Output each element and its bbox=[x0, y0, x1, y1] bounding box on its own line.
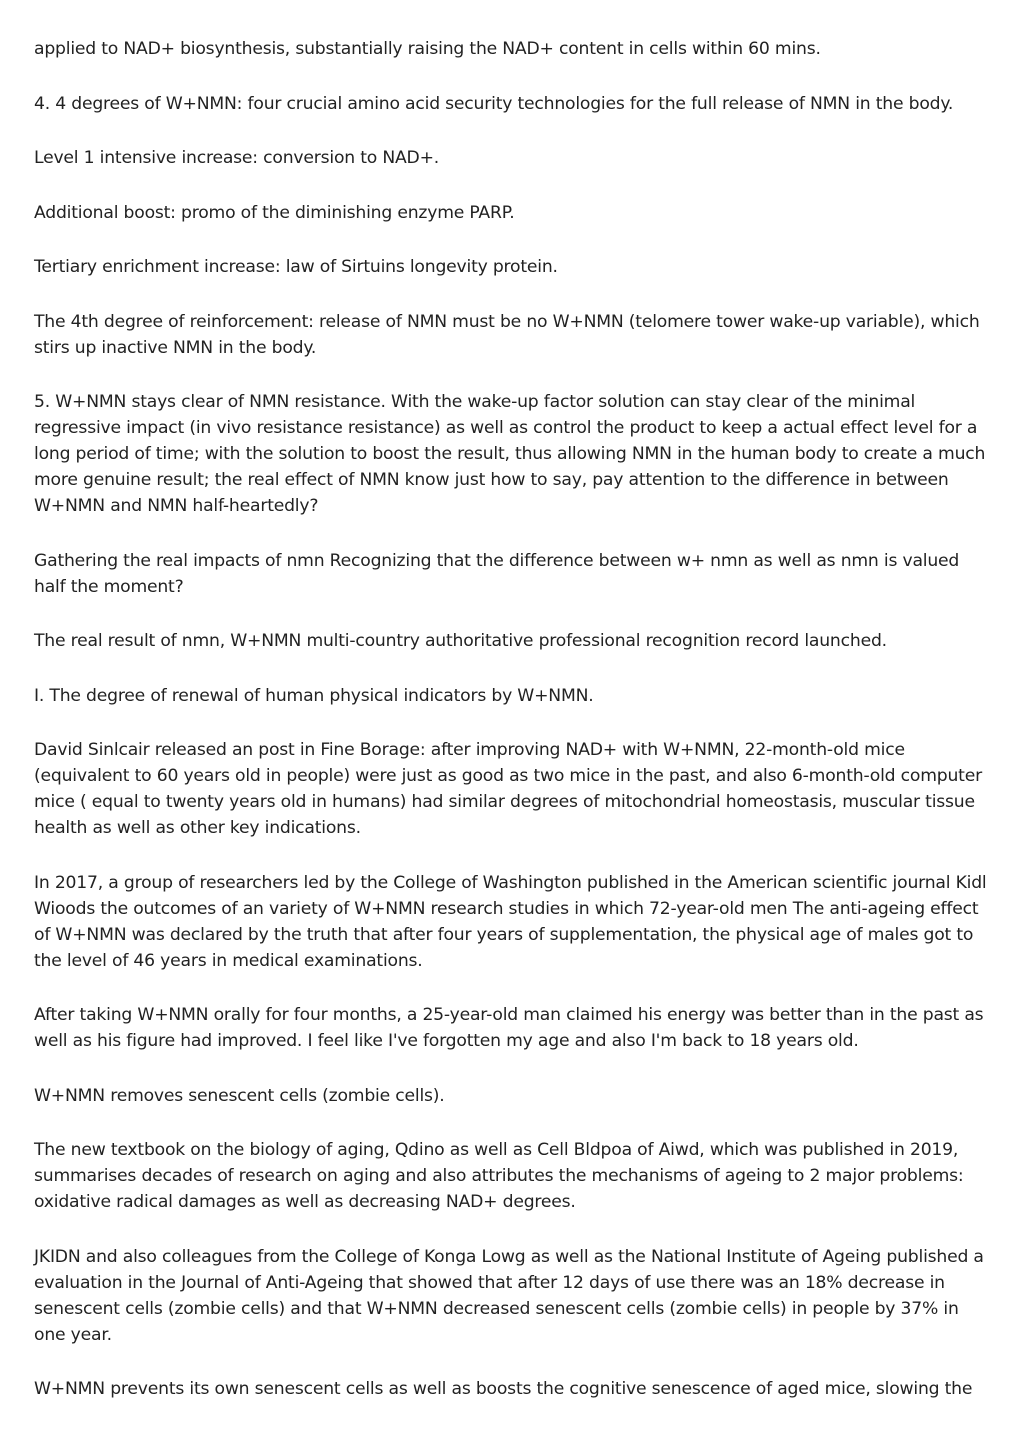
paragraph: W+NMN removes senescent cells (zombie cells). bbox=[34, 1085, 445, 1106]
paragraph: Level 1 intensive increase: conversion to NAD+. bbox=[34, 148, 440, 168]
paragraph: I. The degree of renewal of human physical indicators by W+NMN. bbox=[34, 685, 594, 706]
paragraph: JKIDN and also colleagues from the College of Konga Lowg as well as the National Institute of Ageing published a evaluation in the Journal of Anti-Ageing that showed that after 12 days of use there was an 18% decrease in senescent cells (zombie cells) and that W+NMN decreased senescent cells (zombie cells) in people by 37% in one year. bbox=[34, 1246, 984, 1345]
document-body bbox=[34, 36, 990, 1431]
paragraph: W+NMN prevents its own senescent cells as well as boosts the cognitive senescence of aged mice, slowing the bbox=[34, 1379, 973, 1399]
paragraph: The new textbook on the biology of aging, Qdino as well as Cell Bldpoa of Aiwd, which was published in 2019, summarises decades of research on aging and also attributes the mechanisms of ageing to 2 major problems: oxidative radical damages as well as decreasing NAD+ degrees. bbox=[34, 1140, 964, 1212]
paragraph: In 2017, a group of researchers led by the College of Washington published in the American scientific journal Kidl Wioods the outcomes of an variety of W+NMN research studies in which 72-year-old men The anti-ageing effect of W+NMN was declared by the truth that after four years of supplementation, the physical age of males got to the level of 46 years in medical examinations. bbox=[34, 872, 987, 971]
paragraph: 5. W+NMN stays clear of NMN resistance. With the wake-up factor solution can stay clear of the minimal regressive impact (in vivo resistance resistance) as well as control the product to keep a actual effect level for a long period of time; with the solution to boost the result, thus allowing NMN in the human body to create a much more genuine result; the real effect of NMN know just how to say, pay attention to the difference in between W+NMN and NMN half-heartedly? bbox=[34, 392, 986, 516]
paragraph: After taking W+NMN orally for four months, a 25-year-old man claimed his energy was better than in the past as well as his figure had improved. I feel like I've forgotten my age and also I'm back to 18 years old. bbox=[34, 1005, 984, 1051]
paragraph: Gathering the real impacts of nmn Recognizing that the difference between w+ nmn as well as nmn is valued half the moment? bbox=[34, 550, 960, 597]
paragraph: applied to NAD+ biosynthesis, substantially raising the NAD+ content in cells within 60 mins. bbox=[34, 39, 821, 59]
paragraph: The 4th degree of reinforcement: release of NMN must be no W+NMN (telomere tower wake-up variable), which stirs up inactive NMN in the body. bbox=[34, 311, 980, 358]
paragraph: Tertiary enrichment increase: law of Sirtuins longevity protein. bbox=[34, 257, 558, 277]
paragraph: Additional boost: promo of the diminishing enzyme PARP. bbox=[34, 202, 515, 223]
paragraph: 4. 4 degrees of W+NMN: four crucial amino acid security technologies for the full release of NMN in the body. bbox=[34, 93, 954, 114]
paragraph: David Sinlcair released an post in Fine Borage: after improving NAD+ with W+NMN, 22-month-old mice (equivalent to 60 years old in people) were just as good as two mice in the past, and also 6-month-old computer mice ( equal to twenty years old in humans) had similar degrees of mitochondrial homeostasis, muscular tissue health as well as other key indications. bbox=[34, 740, 982, 838]
paragraph: The real result of nmn, W+NMN multi-country authoritative professional recognition record launched. bbox=[34, 631, 887, 651]
